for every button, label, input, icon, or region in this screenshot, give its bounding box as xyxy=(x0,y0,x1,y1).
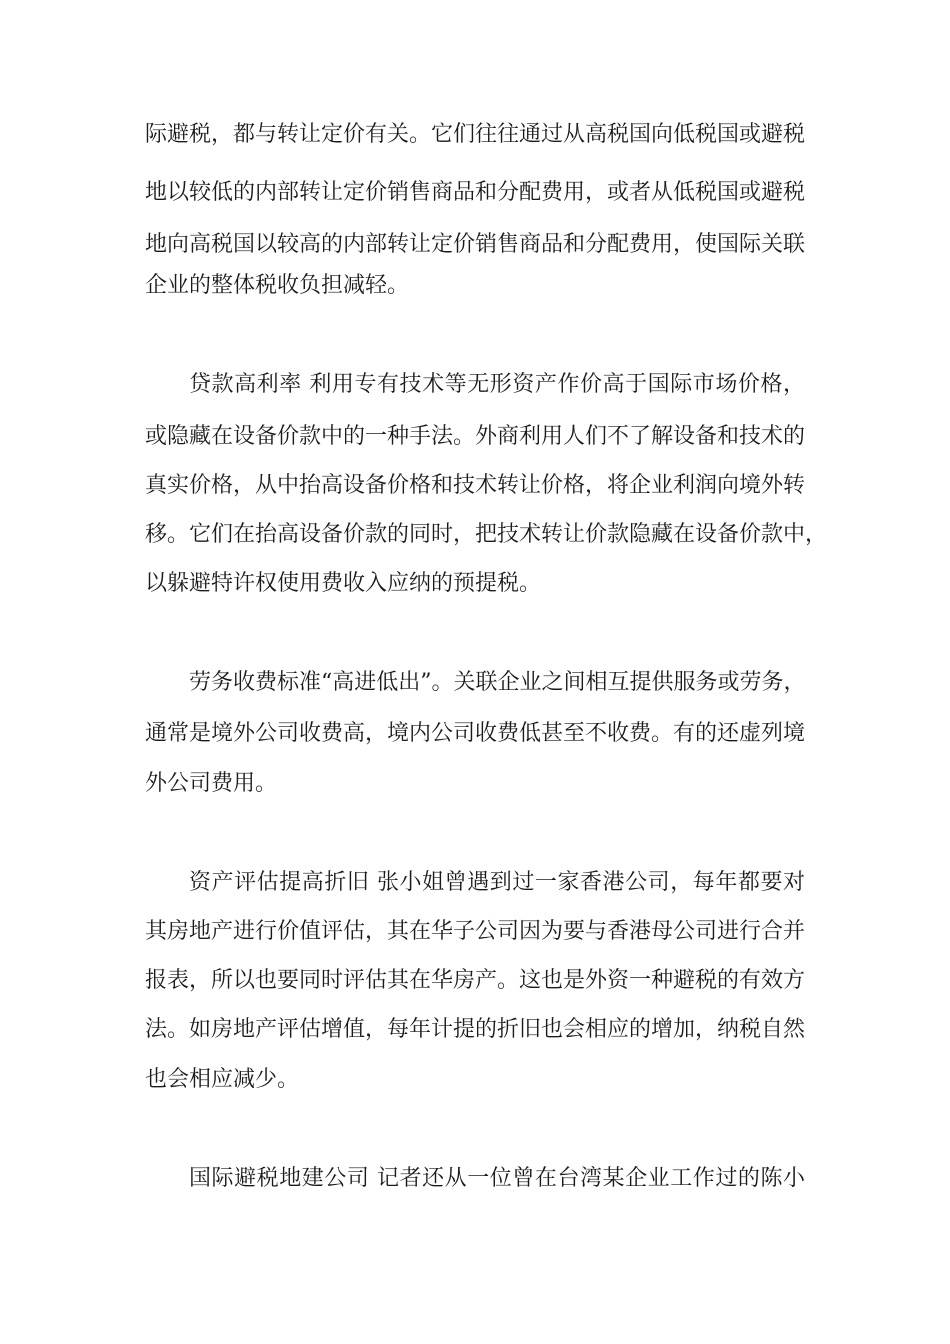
paragraph-2-line-4: 移。它们在抬高设备价款的同时，把技术转让价款隐藏在设备价款中， xyxy=(145,522,828,547)
paragraph-4-line-1: 资产评估提高折旧 张小姐曾遇到过一家香港公司，每年都要对 xyxy=(189,870,805,895)
paragraph-3-line-3: 外公司费用。 xyxy=(145,771,278,796)
paragraph-4-line-5: 也会相应减少。 xyxy=(145,1067,300,1092)
paragraph-1-line-1: 际避税，都与转让定价有关。它们往往通过从高税国向低税国或避税 xyxy=(145,122,806,147)
paragraph-5-line-1: 国际避税地建公司 记者还从一位曾在台湾某企业工作过的陈小 xyxy=(189,1166,805,1191)
paragraph-2-line-2: 或隐藏在设备价款中的一种手法。外商利用人们不了解设备和技术的 xyxy=(145,424,806,449)
paragraph-2-line-5: 以躲避特许权使用费收入应纳的预提税。 xyxy=(145,571,542,596)
paragraph-4-line-3: 报表，所以也要同时评估其在华房产。这也是外资一种避税的有效方 xyxy=(145,968,806,993)
paragraph-2-line-3: 真实价格，从中抬高设备价格和技术转让价格，将企业利润向境外转 xyxy=(145,473,806,498)
paragraph-1-line-3: 地向高税国以较高的内部转让定价销售商品和分配费用，使国际关联 xyxy=(145,232,806,257)
paragraph-4-line-4: 法。如房地产评估增值，每年计提的折旧也会相应的增加，纳税自然 xyxy=(145,1017,806,1042)
paragraph-2-line-1: 贷款高利率 利用专有技术等无形资产作价高于国际市场价格， xyxy=(189,372,805,397)
paragraph-3-line-1: 劳务收费标准“高进低出”。关联企业之间相互提供服务或劳务， xyxy=(189,670,806,695)
paragraph-3-line-2: 通常是境外公司收费高，境内公司收费低甚至不收费。有的还虚列境 xyxy=(145,721,806,746)
paragraph-4-line-2: 其房地产进行价值评估，其在华子公司因为要与香港母公司进行合并 xyxy=(145,919,806,944)
paragraph-1-line-4: 企业的整体税收负担减轻。 xyxy=(145,273,410,298)
paragraph-1-line-2: 地以较低的内部转让定价销售商品和分配费用，或者从低税国或避税 xyxy=(145,180,806,205)
